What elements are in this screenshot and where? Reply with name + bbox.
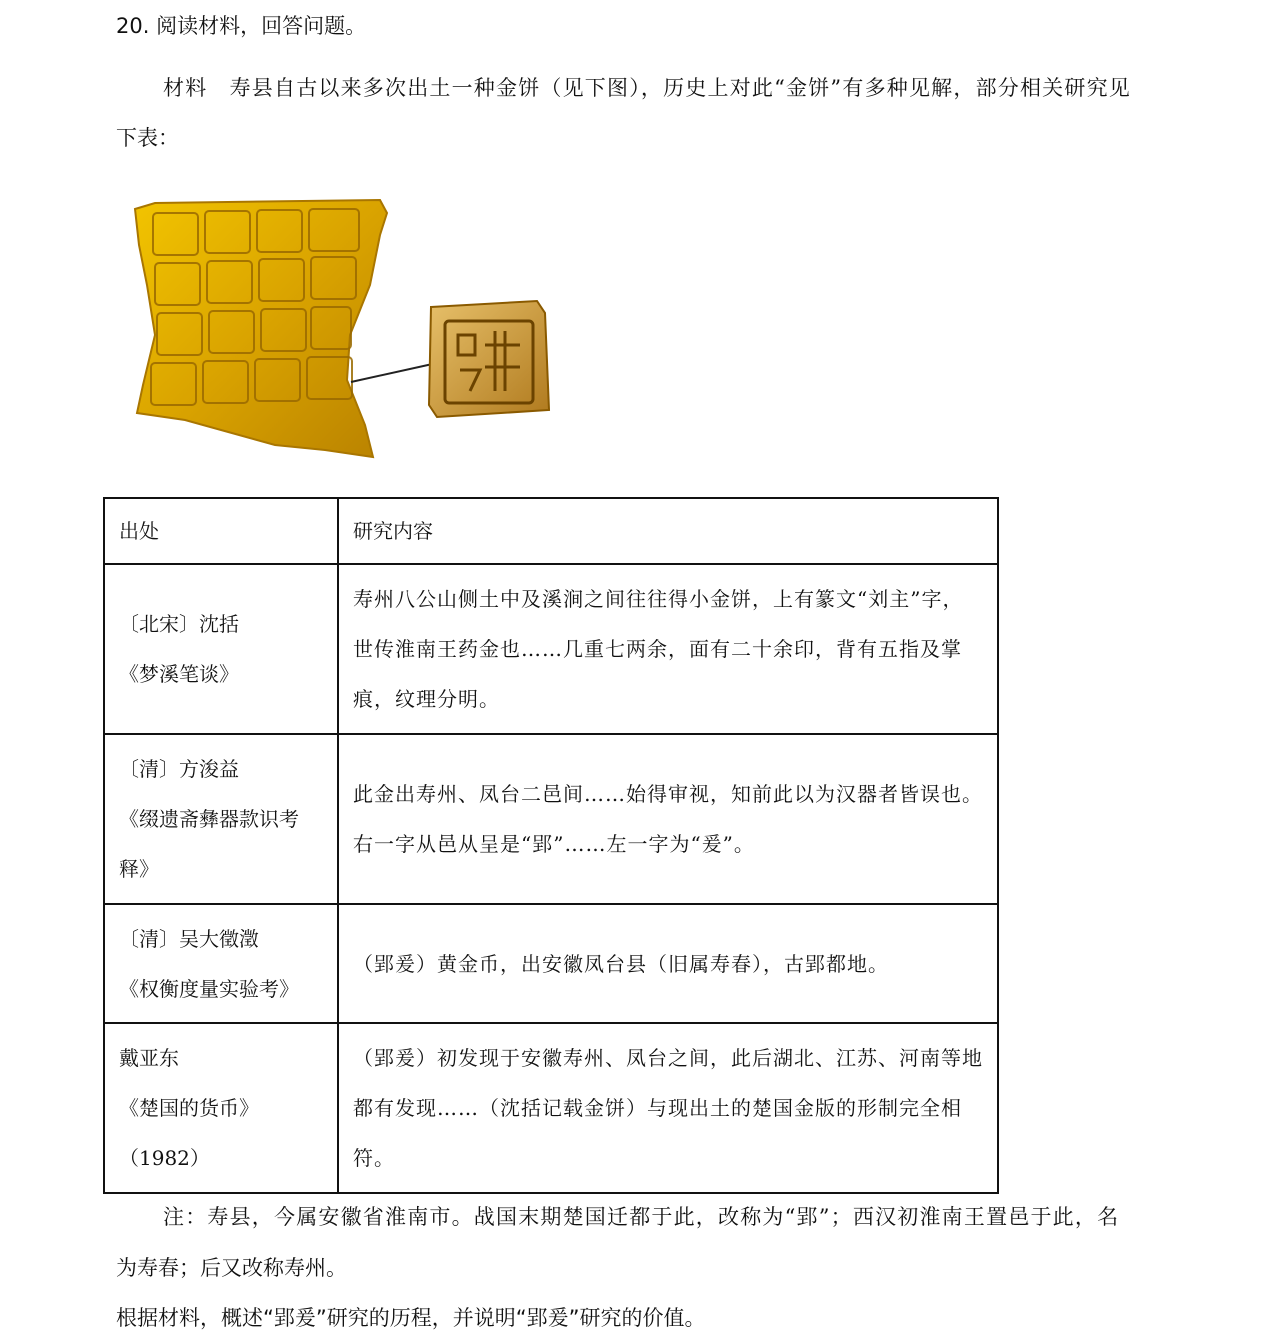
source-cell bbox=[104, 734, 338, 904]
source-line: 释》 bbox=[119, 857, 159, 881]
source-line: （1982） bbox=[119, 1146, 210, 1170]
source-line: 《梦溪笔谈》 bbox=[119, 662, 239, 686]
content-cell: 寿州八公山侧土中及溪涧之间往往得小金饼，上有篆文“刘主”字，世传淮南王药金也……几重七两余，面有二十余印，背有五指及掌痕，纹理分明。 bbox=[338, 564, 998, 734]
gold-stamp-closeup bbox=[429, 301, 549, 417]
source-line: 《楚国的货币》 bbox=[119, 1096, 259, 1120]
question-title: 20. 阅读材料，回答问题。 bbox=[116, 14, 367, 38]
source-line: 〔清〕方浚益 bbox=[119, 757, 239, 781]
content-cell: （郢爰）黄金币，出安徽凤台县（旧属寿春），古郢都地。 bbox=[338, 904, 998, 1023]
content-cell: 此金出寿州、凤台二邑间……始得审视，知前此以为汉器者皆误也。右一字从邑从呈是“郢”……左一字为“爰”。 bbox=[338, 734, 998, 904]
research-table bbox=[103, 497, 999, 1194]
source-line: 〔北宋〕沈括 bbox=[119, 612, 239, 636]
table-header-row bbox=[104, 498, 998, 564]
note-text-line-2: 为寿春；后又改称寿州。 bbox=[116, 1256, 347, 1280]
connector-line bbox=[351, 363, 437, 382]
source-cell bbox=[104, 564, 338, 734]
note-text-line-1: 注：寿县，今属安徽省淮南市。战国末期楚国迁都于此，改称为“郢”；西汉初淮南王置邑于此，名 bbox=[163, 1205, 1120, 1229]
content-cell: （郢爰）初发现于安徽寿州、凤台之间，此后湖北、江苏、河南等地都有发现……（沈括记载金饼）与现出土的楚国金版的形制完全相符。 bbox=[338, 1023, 998, 1193]
gold-plate-main bbox=[135, 200, 387, 457]
table-row bbox=[104, 1023, 998, 1193]
gold-plate-figure bbox=[125, 195, 565, 465]
source-cell bbox=[104, 1023, 338, 1193]
header-source: 出处 bbox=[104, 498, 338, 564]
table-row bbox=[104, 734, 998, 904]
material-text-line-2: 下表： bbox=[116, 126, 179, 150]
question-prompt: 根据材料，概述“郢爰”研究的历程，并说明“郢爰”研究的价值。 bbox=[116, 1306, 706, 1330]
table-row bbox=[104, 904, 998, 1023]
source-cell bbox=[104, 904, 338, 1023]
header-content: 研究内容 bbox=[338, 498, 998, 564]
source-line: 戴亚东 bbox=[119, 1046, 179, 1070]
source-line: 〔清〕吴大徵澂 bbox=[119, 926, 259, 951]
source-line: 《缀遗斋彝器款识考 bbox=[119, 807, 299, 831]
material-text-line-1: 材料 寿县自古以来多次出土一种金饼（见下图），历史上对此“金饼”有多种见解，部分相关研究见 bbox=[163, 76, 1131, 100]
source-line: 《权衡度量实验考》 bbox=[119, 976, 299, 1001]
table-row bbox=[104, 564, 998, 734]
